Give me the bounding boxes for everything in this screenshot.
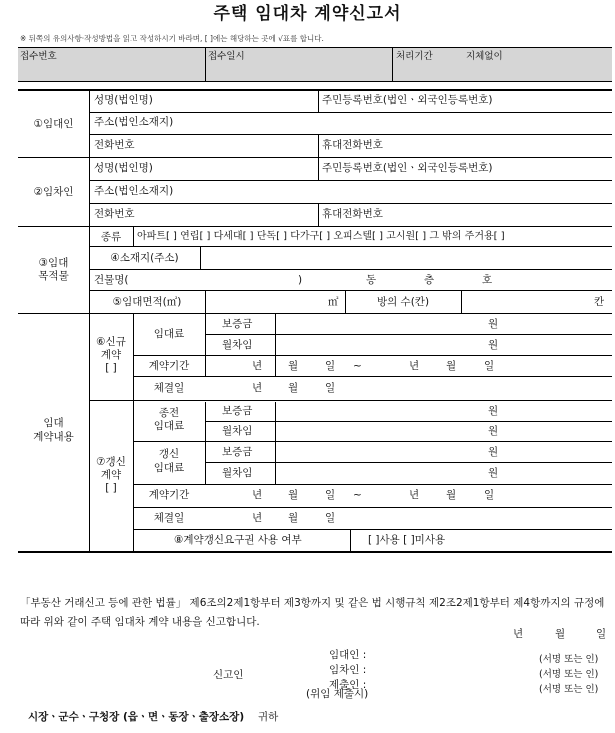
new-period-start-year: 년 xyxy=(252,360,263,372)
processing-period-value: 지체없이 xyxy=(466,51,503,62)
renewal-right-label: ⑧계약갱신요구권 사용 여부 xyxy=(174,534,302,546)
rooms-label: 방의 수(칸) xyxy=(376,296,430,308)
tenant-address-field[interactable]: 주소(법인소재지) xyxy=(94,185,174,197)
reporter-submitter-label: 제출인 : xyxy=(329,679,367,691)
new-period-end-year: 년 xyxy=(409,360,420,372)
tenant-mobile-field[interactable]: 휴대전화번호 xyxy=(322,208,383,220)
report-day: 일 xyxy=(596,628,607,640)
renew-contract-checkbox[interactable]: [ ] xyxy=(105,482,117,494)
contract-section-label-2: 계약내용 xyxy=(33,431,74,443)
renew-period-label: 계약기간 xyxy=(148,489,190,501)
renew-period-tilde: ~ xyxy=(353,489,362,501)
new-rent-label: 임대료 xyxy=(153,328,185,340)
renew-contract-label-1: ⑦갱신 xyxy=(96,456,126,468)
rooms-unit: 칸 xyxy=(594,296,605,308)
reporter-label: 신고인 xyxy=(213,669,244,681)
new-signed-year: 년 xyxy=(252,382,263,394)
area-label: ⑤임대면적(㎡) xyxy=(112,296,182,308)
prev-monthly-label: 월차임 xyxy=(222,425,253,437)
submitter-signature[interactable]: (서명 또는 인) xyxy=(539,684,599,695)
tenant-phone-field[interactable]: 전화번호 xyxy=(94,208,135,220)
reporter-tenant-label: 임차인 : xyxy=(329,664,367,676)
tenant-section-label: ②임차인 xyxy=(33,186,74,198)
renew-signed-month: 월 xyxy=(288,512,299,524)
reporter-landlord-label: 임대인 : xyxy=(329,649,367,661)
property-section-label-1: ③임대 xyxy=(38,257,69,269)
tenant-name-field[interactable]: 성명(법인명) xyxy=(94,162,153,174)
recipient-authority: 시장ㆍ군수ㆍ구청장 (읍ㆍ면ㆍ동장ㆍ출장소장) xyxy=(28,711,245,723)
new-contract-label-2: 계약 xyxy=(100,349,122,361)
renewed-deposit-unit: 원 xyxy=(488,446,499,458)
area-unit: ㎡ xyxy=(328,296,339,308)
dong-label: 동 xyxy=(366,274,377,286)
landlord-signature[interactable]: (서명 또는 인) xyxy=(539,654,599,665)
new-period-label: 계약기간 xyxy=(148,360,190,372)
receipt-number-label: 접수번호 xyxy=(20,51,57,62)
property-type-label: 종류 xyxy=(100,231,122,243)
new-signed-day: 일 xyxy=(325,382,336,394)
ho-label: 호 xyxy=(482,274,493,286)
new-contract-checkbox[interactable]: [ ] xyxy=(105,362,117,374)
new-period-start-day: 일 xyxy=(325,360,336,372)
processing-period-label: 처리기간 xyxy=(396,51,433,62)
receipt-date-label: 접수일시 xyxy=(208,51,245,62)
renewed-deposit-label: 보증금 xyxy=(222,446,253,458)
building-name-close: ) xyxy=(298,274,303,286)
recipient-suffix: 귀하 xyxy=(258,711,279,723)
new-deposit-label: 보증금 xyxy=(222,318,253,330)
tenant-id-field[interactable]: 주민등록번호(법인ㆍ외국인등록번호) xyxy=(322,162,493,174)
floor-label: 층 xyxy=(424,274,435,286)
renew-period-start-year: 년 xyxy=(252,489,263,501)
new-signed-month: 월 xyxy=(288,382,299,394)
new-period-start-month: 월 xyxy=(288,360,299,372)
landlord-mobile-field[interactable]: 휴대전화번호 xyxy=(322,139,383,151)
new-monthly-label: 월차임 xyxy=(222,339,253,351)
prev-rent-label-1: 종전 xyxy=(158,407,180,419)
renewed-monthly-label: 월차임 xyxy=(222,467,253,479)
property-location-label: ④소재지(주소) xyxy=(110,252,179,264)
renew-period-end-day: 일 xyxy=(484,489,495,501)
contract-section-label-1: 임대 xyxy=(43,417,64,429)
new-monthly-unit: 원 xyxy=(488,339,499,351)
renew-contract-label-2: 계약 xyxy=(100,469,122,481)
renew-signed-label: 체결일 xyxy=(153,512,185,524)
renew-period-start-month: 월 xyxy=(288,489,299,501)
prev-deposit-unit: 원 xyxy=(488,405,499,417)
declaration-statement: 「부동산 거래신고 등에 관한 법률」 제6조의2제1항부터 제3항까지 및 같은 법 시행규칙 제2조2제1항부터 제4항까지의 규정에 따라 위와 같이 주택 임대차 계약 내용을 신고합니다. xyxy=(20,597,605,628)
renewed-monthly-unit: 원 xyxy=(488,467,499,479)
property-type-options[interactable]: 아파트[ ] 연립[ ] 다세대[ ] 단독[ ] 다가구[ ] 오피스텔[ ] 고시원[ ] 그 밖의 주거용[ ] xyxy=(137,231,505,242)
prev-rent-label-2: 임대료 xyxy=(153,420,185,432)
landlord-section-label: ①임대인 xyxy=(33,118,74,130)
renewed-rent-label-1: 갱신 xyxy=(158,448,180,460)
form-title: 주택 임대차 계약신고서 xyxy=(213,4,402,24)
new-period-tilde: ~ xyxy=(353,360,362,372)
tenant-signature[interactable]: (서명 또는 인) xyxy=(539,669,599,680)
renewal-right-options[interactable]: [ ]사용 [ ]미사용 xyxy=(368,534,446,546)
renew-signed-year: 년 xyxy=(252,512,263,524)
property-section-label-2: 목적물 xyxy=(38,270,69,282)
landlord-id-field[interactable]: 주민등록번호(법인ㆍ외국인등록번호) xyxy=(322,94,493,106)
new-contract-label-1: ⑥신규 xyxy=(96,336,126,348)
new-signed-label: 체결일 xyxy=(153,382,185,394)
report-year: 년 xyxy=(513,628,524,640)
landlord-phone-field[interactable]: 전화번호 xyxy=(94,139,135,151)
renew-period-end-year: 년 xyxy=(409,489,420,501)
building-name-label: 건물명( xyxy=(94,274,129,286)
reporter-delegated-note: (위임 제출시) xyxy=(306,688,369,700)
new-deposit-unit: 원 xyxy=(488,318,499,330)
receipt-box xyxy=(18,48,612,81)
prev-monthly-unit: 원 xyxy=(488,425,499,437)
renew-period-start-day: 일 xyxy=(325,489,336,501)
landlord-address-field[interactable]: 주소(법인소재지) xyxy=(94,116,174,128)
new-period-end-day: 일 xyxy=(484,360,495,372)
renewed-rent-label-2: 임대료 xyxy=(153,462,185,474)
landlord-name-field[interactable]: 성명(법인명) xyxy=(94,94,153,106)
report-month: 월 xyxy=(555,628,566,640)
prev-deposit-label: 보증금 xyxy=(222,405,253,417)
form-notice: ※ 뒤쪽의 유의사항·작성방법을 읽고 작성하시기 바라며, [ ]에는 해당하는 곳에 √표를 합니다. xyxy=(20,34,324,43)
renew-period-end-month: 월 xyxy=(446,489,457,501)
new-period-end-month: 월 xyxy=(446,360,457,372)
renew-signed-day: 일 xyxy=(325,512,336,524)
